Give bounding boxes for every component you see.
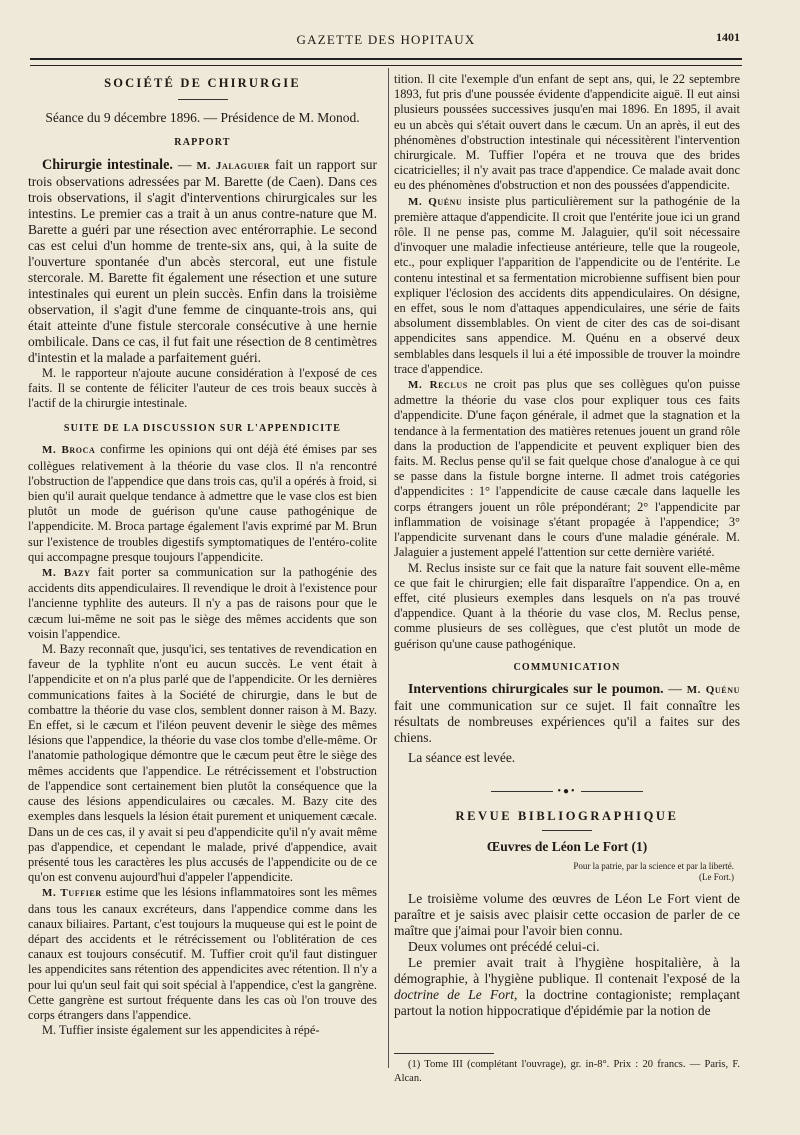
- rapport-author: M. Jalaguier: [196, 159, 270, 172]
- discussion-heading: SUITE DE LA DISCUSSION SUR L'APPENDICITE: [63, 423, 342, 435]
- revue-title: REVUE BIBLIOGRAPHIQUE: [455, 809, 679, 824]
- rapport-dash: —: [172, 156, 197, 172]
- reclus-paragraph: [394, 377, 740, 560]
- communication-dash: —: [663, 680, 687, 696]
- reclus-text: ne croit pas plus que ses collègues qu'on puisse admettre la théorie du vase clos pour expliquer tous ces faits d'appendicite. D'une façon générale, il admet que la stagnation et la tendance à la fermentation des matières retenues jouent un grand rôle dans la production de l'appendicite et peuvent expliquer bien des faits. M. Reclus pense qu'il se fait quelque chose d'analogue à ce qui se passe dans la fistule borgne interne. Il admet trois catégories d'appendicites : 1° l'appendicite de cause cæcale dans laquelle les corps étrangers jouent un rôle prépondérant; 2° l'appendicite par inflammation de voisinage s'étant propagée à l'appendice; 3° l'appendicite survenant dans le cours d'une maladie générale. M. Jalaguier a justement appelé l'attention sur cette dernière variété.: [394, 377, 740, 560]
- bazy-name: M. Bazy: [42, 567, 91, 580]
- book-p3-end: , la doctrine contagioniste; remplaçant partout la notion hippocratique d'épidémie par la notion de: [394, 986, 740, 1018]
- quenu-name: M. Quénu: [408, 195, 463, 208]
- journal-title: GAZETTE DES HOPITAUX: [296, 32, 476, 47]
- section-ornament: •●•: [394, 784, 740, 799]
- rapport-paragraph-2: M. le rapporteur n'ajoute aucune considération à l'exposé de ces faits. Il se contente de féliciter l'auteur de ces trois beaux succès à l'actif de la chirurgie intestinale.: [28, 365, 377, 411]
- communication-author: M. Quénu: [686, 683, 740, 696]
- tuffier-paragraph: [28, 885, 377, 1023]
- running-head: [30, 28, 742, 48]
- communication-heading: COMMUNICATION: [513, 661, 621, 673]
- rapport-title: Chirurgie intestinale.: [42, 156, 173, 173]
- left-column: [28, 72, 377, 1038]
- broca-paragraph: [28, 442, 377, 565]
- book-paragraph-3: [394, 955, 740, 1019]
- society-title: SOCIÉTÉ DE CHIRURGIE: [104, 76, 301, 90]
- broca-name: M. Broca: [42, 444, 96, 457]
- tuffier-name: M. Tuffier: [42, 887, 102, 900]
- footnote-rule: [394, 1053, 494, 1054]
- revue-rule: [542, 830, 592, 831]
- page-number: 1401: [716, 30, 740, 44]
- book-title: Œuvres de Léon Le Fort (1): [486, 839, 648, 855]
- title-rule: [178, 99, 228, 100]
- rapport-text: fait un rapport sur trois observations adressées par M. Barette (de Caen). Dans ces trois observations, il s'agit d'interventions chirurgicales sur les intestins. Le premier cas a trait à un anus contre-nature que M. Barette a guéri par une résection avec entérorraphie. Le second cas est celui d'un homme de trente-six ans, qui, à la suite de l'ouverture spontanée d'un abcès stercoral, eut une fistule stercorale. M. Barette fit également une résection et une suture intestinales qui eurent un plein succès. Enfin dans la troisième observation, il s'agit d'une femme de cinquante-trois ans, qui était atteinte d'une fistule stercorale consécutive à une hernie ombilicale. Dans ce cas, il fut fait une résection de 8 centimètres d'intestin et la malade a parfaitement guéri.: [28, 156, 377, 365]
- seance-levee: La séance est levée.: [408, 749, 516, 765]
- tuffier-paragraph-2: M. Tuffier insiste également sur les appendicites à répé-: [42, 1023, 320, 1038]
- book-p3-start: Le premier avait trait à l'hygiène hospitalière, à la démographie, à l'hygiène publique. Il contenait l'exposé de la: [394, 954, 740, 986]
- quenu-text: insiste plus particulièrement sur la pathogénie de la première attaque d'appendicite. Il croit que l'entérite joue ici un grand rôle. Il ne pense pas, comme M. Jalaguier, qu'il soit nécessaire d'invoquer une maladie infectieuse antérieure, telle que la rougeole, etc., pour expliquer l'apparition de l'appendicite ou de l'entérite. Le contenu intestinal et sa fermentation microbienne suffisent bien pour expliquer l'éclosion des accidents dits appendiculaires. On désigne, en effet, sous le nom d'attaques appendiculaires, une série de faits absolument dissemblables. On vient de citer des cas de soi-disant appendicites sans appendice. M. Quénu en a observé deux semblables dans lesquels il lui a été impossible de trouver la moindre trace d'appendice.: [394, 193, 740, 376]
- tuffier-continued: tition. Il cite l'exemple d'un enfant de sept ans, qui, le 22 septembre 1893, fut pris d'une poussée évidente d'appendicite aiguë. Il eut ainsi plusieurs poussées successives jusqu'en mai 1896. En 1895, il avait eu un abcès qui s'était ouvert dans le cæcum. Un an après, il eut des phénomènes d'obstruction intestinale qui nécessitèrent l'intervention chirurgicale. M. Tuffier l'opéra et ne trouva que des brides cicatricielles; il n'y avait pas trace d'appendice. Ce malade avait donc eu des phénomènes d'obstruction et non des poussées d'appendicite.: [394, 72, 740, 193]
- column-divider: [388, 68, 389, 1068]
- broca-text: confirme les opinions qui ont déjà été émises par ses collègues relativement à la théorie du vase clos. Il n'a rencontré l'obstruction de l'appendice que dans trois cas, qu'il a opérés à froid, si bien qu'il aurait quelque tendance à admettre que le vase clos est bien plutôt un mode de guérison qu'une cause pathogénique de l'appendicite. M. Broca partage également l'avis exprimé par M. Brun sur l'existence de troubles digestifs symptomatiques de l'entéro-colite qui accompagne presque toujours l'appendicite.: [28, 442, 377, 564]
- right-column: [394, 72, 740, 1019]
- reclus-name: M. Reclus: [408, 379, 468, 392]
- communication-title: Interventions chirurgicales sur le poumon.: [408, 680, 664, 696]
- footnote-text: (1) Tome III (complétant l'ouvrage), gr. in-8°. Prix : 20 francs. — Paris, F. Alcan.: [394, 1059, 740, 1084]
- bazy-paragraph-2: M. Bazy reconnaît que, jusqu'ici, ses tentatives de revendication en faveur de la typhlite n'ont eu aucun succès. Le vent était à l'appendicite et on n'a plus parlé que de l'appendicite. Or les dernières communications faites à la Société de chirurgie, dans le but de combattre la théorie du vase clos, semblent donner raison à M. Bazy. En effet, si le cæcum et l'iléon peuvent devenir le siège des mêmes lésions que l'appendice, la théorie du vase clos tombe d'elle-même. Or l'anatomie pathologique démontre que le cæcum peut être le siège des mêmes accidents que l'appendice. Le rétrécissement et l'obstruction de l'appendice sont certainement bien plutôt la conséquence que la cause des lésions appendiculaires ou cæcales. M. Bazy cite des exemples dans lesquels la lésion était purement et uniquement cæcale. Dans un de ces cas, il y avait si peu d'appendicite qu'il n'y avait même pas d'appendice, et cependant le malade, privé d'appendice, avait présenté tous les caractères les plus accusés de l'appendicite ou de ce qu'on est convenu aujourd'hui d'appeler l'appendicite.: [28, 642, 377, 885]
- bazy-text: fait porter sa communication sur la pathogénie des accidents dits appendiculaires. Il revendique le droit à l'existence pour l'ancienne typhlite des auteurs. Il n'y a pas de raisons pour que le cæcum lui-même ne soit pas le siège des mêmes accidents que son voisin l'appendice.: [28, 565, 378, 641]
- header-rule: [30, 58, 742, 66]
- epigraph-quote: Pour la patrie, par la science et par la liberté.: [573, 860, 734, 871]
- epigraph-attribution: (Le Fort.): [699, 871, 734, 882]
- rapport-paragraph: [28, 157, 377, 366]
- communication-text: fait une communication sur ce sujet. Il fait connaître les résultats de nombreuses expériences qu'il a faites sur des chiens.: [394, 697, 740, 745]
- epigraph: [394, 861, 734, 883]
- book-paragraph-1: Le troisième volume des œuvres de Léon Le Fort vient de paraître et je saisis avec plaisir cette occasion de parler de ce maître que j'aimai pour l'avoir bien connu.: [394, 890, 740, 938]
- communication-paragraph: [394, 681, 740, 746]
- book-p3-emphasis: doctrine de Le Fort: [394, 986, 514, 1002]
- footnote: [394, 1058, 740, 1085]
- book-paragraph-2: Deux volumes ont précédé celui-ci.: [408, 938, 600, 954]
- quenu-paragraph: [394, 194, 740, 377]
- rapport-heading: RAPPORT: [174, 137, 231, 149]
- bazy-paragraph: [28, 565, 377, 642]
- session-line: Séance du 9 décembre 1896. — Présidence de M. Monod.: [45, 110, 360, 126]
- reclus-paragraph-2: M. Reclus insiste sur ce fait que la nature fait souvent elle-même ce que fait le chirurgien; elle fait disparaître l'appendice. On a, en effet, cité plusieurs exemples dans lesquels on n'a pas trouvé d'appendice. Quant à la théorie du vase clos, M. Reclus pense, comme plusieurs de ses collègues, que c'est plutôt un mode de guérison qu'une cause pathogénique.: [394, 560, 740, 651]
- tuffier-text: estime que les lésions inflammatoires sont les mêmes dans tous les canaux excréteurs, dans l'appendice comme dans les canaux biliaires. Partant, c'est toujours la muqueuse qui est le point de départ des accidents et le rétrécissement ou l'oblitération de ces canaux est toujours consécutif. M. Tuffier croit qu'il faut distinguer les appendicites sans rétention des appendicites avec rétention. Il n'y a pour lui qu'un seul fait qui soit spécial à l'appendice, c'est la gangrène. Cette gangrène est surtout fréquente dans les cas où l'on trouve des corps étrangers dans l'appendice.: [28, 885, 377, 1022]
